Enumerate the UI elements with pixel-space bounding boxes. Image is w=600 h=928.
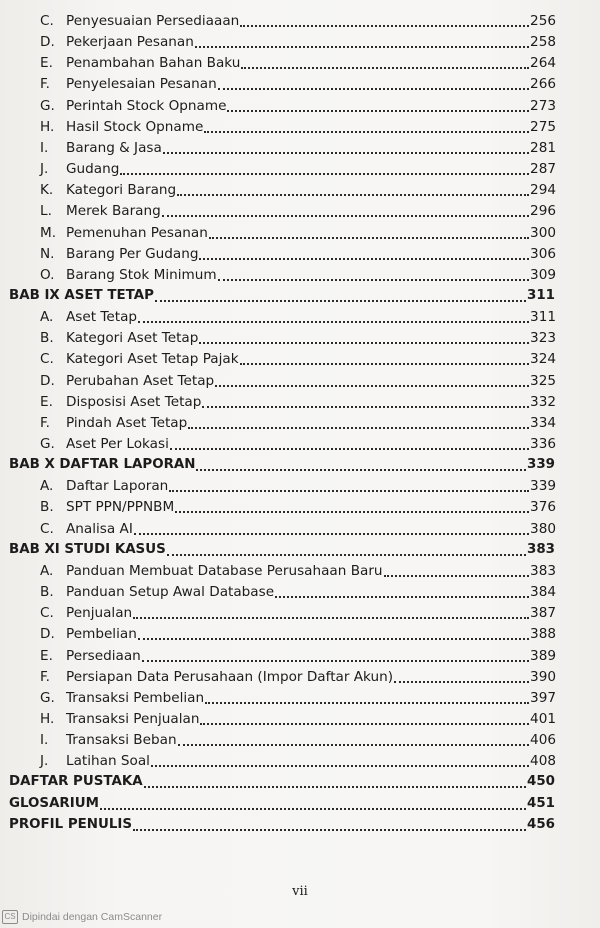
toc-chapter-title: BAB X DAFTAR LAPORAN: [9, 457, 196, 473]
toc-chapter-entry: [9, 541, 555, 559]
toc-entry-letter: D.: [40, 372, 55, 389]
dot-leader: [204, 131, 529, 133]
toc-entry: [40, 435, 556, 453]
dot-leader: [169, 490, 529, 492]
toc-entry-title: SPT PPN/PPNBM: [66, 499, 175, 516]
dot-leader: [170, 448, 529, 450]
scanner-watermark: [2, 910, 162, 924]
toc-page-number: 332: [530, 393, 556, 410]
toc-entry-letter: B.: [40, 584, 54, 601]
toc-entry: [40, 139, 556, 157]
toc-entry: [40, 266, 556, 284]
toc-chapter-entry: [9, 287, 555, 305]
toc-entry: [40, 224, 556, 242]
dot-leader: [195, 46, 529, 48]
dot-leader: [240, 363, 529, 365]
toc-page-number: 390: [530, 668, 556, 685]
dot-leader: [209, 237, 529, 239]
toc-page-number: 264: [530, 55, 556, 72]
dot-leader: [241, 67, 529, 69]
toc-page-number: 387: [530, 605, 556, 622]
dot-leader: [100, 808, 526, 810]
toc-page-number: 258: [530, 34, 556, 51]
toc-entry-letter: F.: [40, 668, 50, 685]
toc-entry-title: Panduan Membuat Database Perusahaan Baru: [66, 562, 383, 579]
dot-leader: [384, 575, 529, 577]
toc-entry-letter: I.: [40, 139, 49, 156]
toc-page-number: 376: [530, 499, 556, 516]
toc-page-number: 456: [527, 816, 555, 832]
toc-entry-title: Kategori Aset Tetap Pajak: [66, 351, 239, 368]
toc-chapter-entry: [9, 773, 555, 791]
toc-entry-letter: E.: [40, 393, 53, 410]
toc-entry-title: Barang Stok Minimum: [66, 266, 217, 283]
toc-entry-letter: F.: [40, 76, 50, 93]
toc-entry-title: Transaksi Penjualan: [66, 710, 200, 727]
toc-entry-title: Aset Per Lokasi: [66, 436, 169, 452]
toc-entry-letter: C.: [40, 520, 54, 537]
dot-leader: [138, 638, 529, 640]
dot-leader: [202, 406, 529, 408]
toc-entry-letter: C.: [40, 351, 54, 368]
toc-entry: [40, 33, 556, 51]
toc-entry-title: Persiapan Data Perusahaan (Impor Daftar Akun): [66, 668, 394, 685]
toc-entry: [40, 202, 556, 220]
toc-page-number: 306: [530, 245, 556, 262]
toc-entry: [40, 414, 556, 432]
dot-leader: [227, 110, 529, 112]
toc-entry: [40, 75, 556, 93]
toc-entry-letter: C.: [40, 605, 54, 622]
toc-entry-letter: E.: [40, 647, 53, 664]
toc-entry-letter: D.: [40, 626, 55, 643]
dot-leader: [163, 152, 529, 154]
toc-entry-title: Kategori Aset Tetap: [66, 330, 199, 347]
toc-chapter-title: BAB XI STUDI KASUS: [9, 541, 166, 557]
toc-page-number: 451: [527, 795, 555, 811]
page-number: vii: [292, 884, 308, 899]
toc-page-number: 273: [530, 97, 556, 114]
toc-entry-title: Persediaan: [66, 647, 141, 664]
toc-entry-title: Pemenuhan Pesanan: [66, 224, 208, 241]
toc-entry-letter: K.: [40, 182, 54, 199]
toc-entry: [40, 97, 556, 115]
toc-page-number: 397: [530, 689, 556, 706]
toc-entry: [40, 160, 556, 178]
toc-entry: [40, 350, 556, 368]
toc-page-number: 275: [530, 118, 556, 135]
toc-entry-letter: F.: [40, 414, 50, 431]
toc-entry: [40, 477, 556, 495]
dot-leader: [188, 427, 529, 429]
toc-entry-letter: B.: [40, 330, 54, 347]
dot-leader: [218, 88, 529, 90]
dot-leader: [196, 469, 526, 471]
toc-page-number: 334: [530, 414, 556, 431]
toc-entry-title: Hasil Stock Opname: [66, 118, 204, 135]
toc-entry-title: Analisa AI: [66, 520, 133, 537]
toc-chapter-title: DAFTAR PUSTAKA: [9, 774, 143, 790]
dot-leader: [199, 258, 529, 260]
toc-page-number: 281: [530, 139, 556, 156]
dot-leader: [175, 511, 529, 513]
dot-leader: [240, 25, 529, 27]
toc-page-number: 336: [530, 436, 556, 452]
toc-entry-letter: D.: [40, 34, 55, 51]
toc-entry-title: Transaksi Pembelian: [66, 689, 205, 706]
toc-entry-title: Merek Barang: [66, 203, 161, 220]
toc-entry: [40, 12, 556, 30]
toc-entry-letter: G.: [40, 436, 55, 452]
toc-page-number: 325: [530, 372, 556, 389]
toc-page-number: 384: [530, 584, 556, 601]
toc-page-number: 450: [527, 774, 555, 790]
dot-leader: [133, 829, 526, 831]
toc-page-number: 380: [530, 520, 556, 537]
toc-entry-title: Pembelian: [66, 626, 137, 643]
toc-entry: [40, 668, 556, 686]
dot-leader: [120, 173, 529, 175]
toc-entry-title: Aset Tetap: [66, 309, 138, 326]
toc-page-number: 401: [530, 710, 556, 727]
dot-leader: [177, 194, 529, 196]
dot-leader: [167, 554, 526, 556]
toc-page-number: 339: [527, 457, 555, 473]
dot-leader: [133, 617, 529, 619]
toc-entry: [40, 498, 556, 516]
toc-entry-letter: H.: [40, 710, 55, 727]
toc-entry: [40, 54, 556, 72]
dot-leader: [151, 765, 529, 767]
dot-leader: [142, 660, 529, 662]
toc-entry-title: Panduan Setup Awal Database: [66, 584, 275, 601]
toc-entry-letter: M.: [40, 224, 57, 241]
toc-page-number: 323: [530, 330, 556, 347]
toc-page-number: 256: [530, 13, 556, 29]
toc-entry-title: Pindah Aset Tetap: [66, 414, 188, 431]
toc-entry-title: Penjualan: [66, 605, 133, 622]
toc-entry-letter: O.: [40, 266, 55, 283]
toc-entry-letter: A.: [40, 562, 54, 579]
toc-entry-letter: E.: [40, 55, 53, 72]
toc-entry-title: Penyelesaian Pesanan: [66, 76, 217, 93]
toc-page-number: 311: [530, 309, 556, 326]
toc-entry: [40, 393, 556, 411]
dot-leader: [200, 723, 529, 725]
toc-chapter-entry: [9, 795, 555, 813]
toc-entry: [40, 752, 556, 770]
toc-chapter-title: GLOSARIUM: [9, 795, 99, 811]
toc-entry-letter: J.: [40, 161, 49, 178]
watermark-text: Dipindai dengan CamScanner: [22, 911, 163, 923]
toc-entry-letter: H.: [40, 118, 55, 135]
toc-page-number: 389: [530, 647, 556, 664]
camscanner-icon: CS: [2, 910, 18, 924]
toc-entry-letter: B.: [40, 499, 54, 516]
toc-chapter-entry: [9, 816, 555, 834]
toc-page-number: 383: [527, 541, 555, 557]
toc-entry-title: Penambahan Bahan Baku: [66, 55, 241, 72]
toc-entry: [40, 181, 556, 199]
toc-entry-letter: G.: [40, 97, 55, 114]
toc-entry: [40, 689, 556, 707]
toc-entry-letter: I.: [40, 732, 49, 749]
toc-entry-title: Gudang: [66, 161, 120, 178]
toc-page-number: 311: [527, 287, 555, 303]
toc-entry: [40, 118, 556, 136]
toc-page-number: 388: [530, 626, 556, 643]
toc-entry-title: Barang Per Gudang: [66, 245, 199, 262]
toc-page-number: 406: [530, 732, 556, 749]
toc-entry-title: Disposisi Aset Tetap: [66, 393, 202, 410]
dot-leader: [218, 279, 529, 281]
toc-entry-letter: A.: [40, 478, 54, 495]
toc-entry-letter: L.: [40, 203, 52, 220]
toc-entry-title: Perintah Stock Opname: [66, 97, 227, 114]
toc-entry: [40, 308, 556, 326]
dot-leader: [394, 681, 529, 683]
dot-leader: [275, 596, 529, 598]
toc-entry: [40, 245, 556, 263]
toc-entry: [40, 372, 556, 390]
toc-entry: [40, 625, 556, 643]
toc-page-number: 294: [530, 182, 556, 199]
toc-entry-title: Perubahan Aset Tetap: [66, 372, 215, 389]
toc-chapter-title: PROFIL PENULIS: [9, 816, 133, 832]
toc-page-number: 309: [530, 266, 556, 283]
toc-entry-title: Transaksi Beban: [66, 732, 177, 749]
dot-leader: [205, 702, 529, 704]
toc-page-number: 339: [530, 478, 556, 495]
toc-entry: [40, 329, 556, 347]
toc-entry: [40, 710, 556, 728]
toc-page-number: 408: [530, 753, 556, 770]
toc-entry: [40, 562, 556, 580]
toc-entry-letter: N.: [40, 245, 55, 262]
toc-entry-title: Daftar Laporan: [66, 478, 169, 495]
toc-entry-title: Pekerjaan Pesanan: [66, 34, 194, 51]
toc-entry-letter: J.: [40, 753, 49, 770]
toc-entry: [40, 604, 556, 622]
toc-chapter-title: BAB IX ASET TETAP: [9, 287, 154, 303]
toc-page-number: 296: [530, 203, 556, 220]
toc-page-number: 383: [530, 562, 556, 579]
dot-leader: [138, 321, 529, 323]
toc-entry-letter: A.: [40, 309, 54, 326]
toc-entry: [40, 731, 556, 749]
toc-entry: [40, 647, 556, 665]
toc-page-number: 266: [530, 76, 556, 93]
dot-leader: [134, 533, 529, 535]
dot-leader: [178, 744, 529, 746]
dot-leader: [162, 215, 529, 217]
toc-entry: [40, 520, 556, 538]
toc-entry-title: Latihan Soal: [66, 753, 150, 770]
toc-chapter-entry: [9, 456, 555, 474]
toc-page-number: 300: [530, 224, 556, 241]
toc-entry-letter: C.: [40, 13, 54, 29]
toc-entry-title: Penyesuaian Persediaaan: [66, 13, 240, 29]
dot-leader: [215, 385, 529, 387]
toc-entry: [40, 583, 556, 601]
toc-entry-letter: G.: [40, 689, 55, 706]
toc-entry-title: Kategori Barang: [66, 182, 177, 199]
dot-leader: [144, 786, 526, 788]
toc-page-number: 324: [530, 351, 556, 368]
dot-leader: [155, 300, 526, 302]
toc-entry-title: Barang & Jasa: [66, 139, 162, 156]
dot-leader: [199, 342, 529, 344]
toc-page-number: 287: [530, 161, 556, 178]
